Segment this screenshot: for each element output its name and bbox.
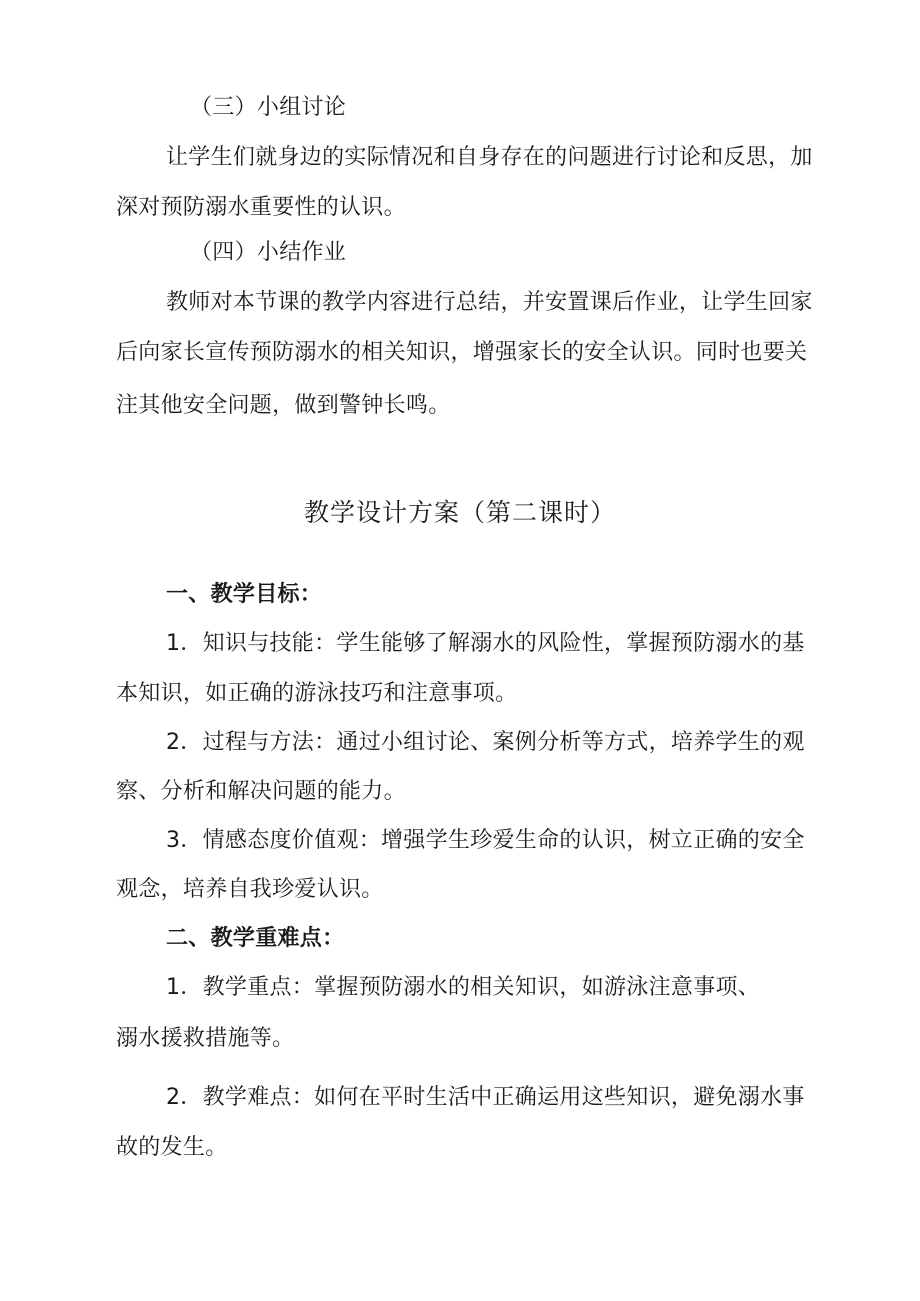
section-heading-summary-homework: （四）小结作业 xyxy=(190,240,347,265)
objective-item-1-line: 本知识，如正确的游泳技巧和注意事项。 xyxy=(116,681,518,706)
keypoint-item-1-line: 1．教学重点：掌握预防溺水的相关知识，如游泳注意事项、 xyxy=(166,975,761,1000)
paragraph-line: 注其他安全问题，做到警钟长鸣。 xyxy=(116,393,451,418)
heading-key-difficult-points: 二、教学重难点： xyxy=(166,926,345,951)
objective-item-3-line: 观念，培养自我珍爱认识。 xyxy=(116,877,384,902)
objective-item-1-line: 1．知识与技能：学生能够了解溺水的风险性，掌握预防溺水的基 xyxy=(166,631,805,656)
paragraph-line: 教师对本节课的教学内容进行总结，并安置课后作业，让学生回家 xyxy=(166,290,813,315)
paragraph-line: 深对预防溺水重要性的认识。 xyxy=(116,195,406,220)
paragraph-line: 后向家长宣传预防溺水的相关知识，增强家长的安全认识。同时也要关 xyxy=(116,340,808,365)
keypoint-item-1-line: 溺水援救措施等。 xyxy=(116,1026,295,1051)
objective-item-2-line: 察、分析和解决问题的能力。 xyxy=(116,779,406,804)
objective-item-2-line: 2．过程与方法：通过小组讨论、案例分析等方式，培养学生的观 xyxy=(166,730,805,755)
section-heading-group-discussion: （三）小组讨论 xyxy=(190,95,347,120)
keypoint-item-2-line: 2．教学难点：如何在平时生活中正确运用这些知识，避免溺水事 xyxy=(166,1085,805,1110)
document-title: 教学设计方案（第二课时） xyxy=(303,498,616,527)
objective-item-3-line: 3．情感态度价值观：增强学生珍爱生命的认识，树立正确的安全 xyxy=(166,828,805,853)
paragraph-line: 让学生们就身边的实际情况和自身存在的问题进行讨论和反思，加 xyxy=(166,145,813,170)
heading-teaching-objectives: 一、教学目标： xyxy=(166,582,323,607)
keypoint-item-2-line: 故的发生。 xyxy=(116,1135,228,1160)
